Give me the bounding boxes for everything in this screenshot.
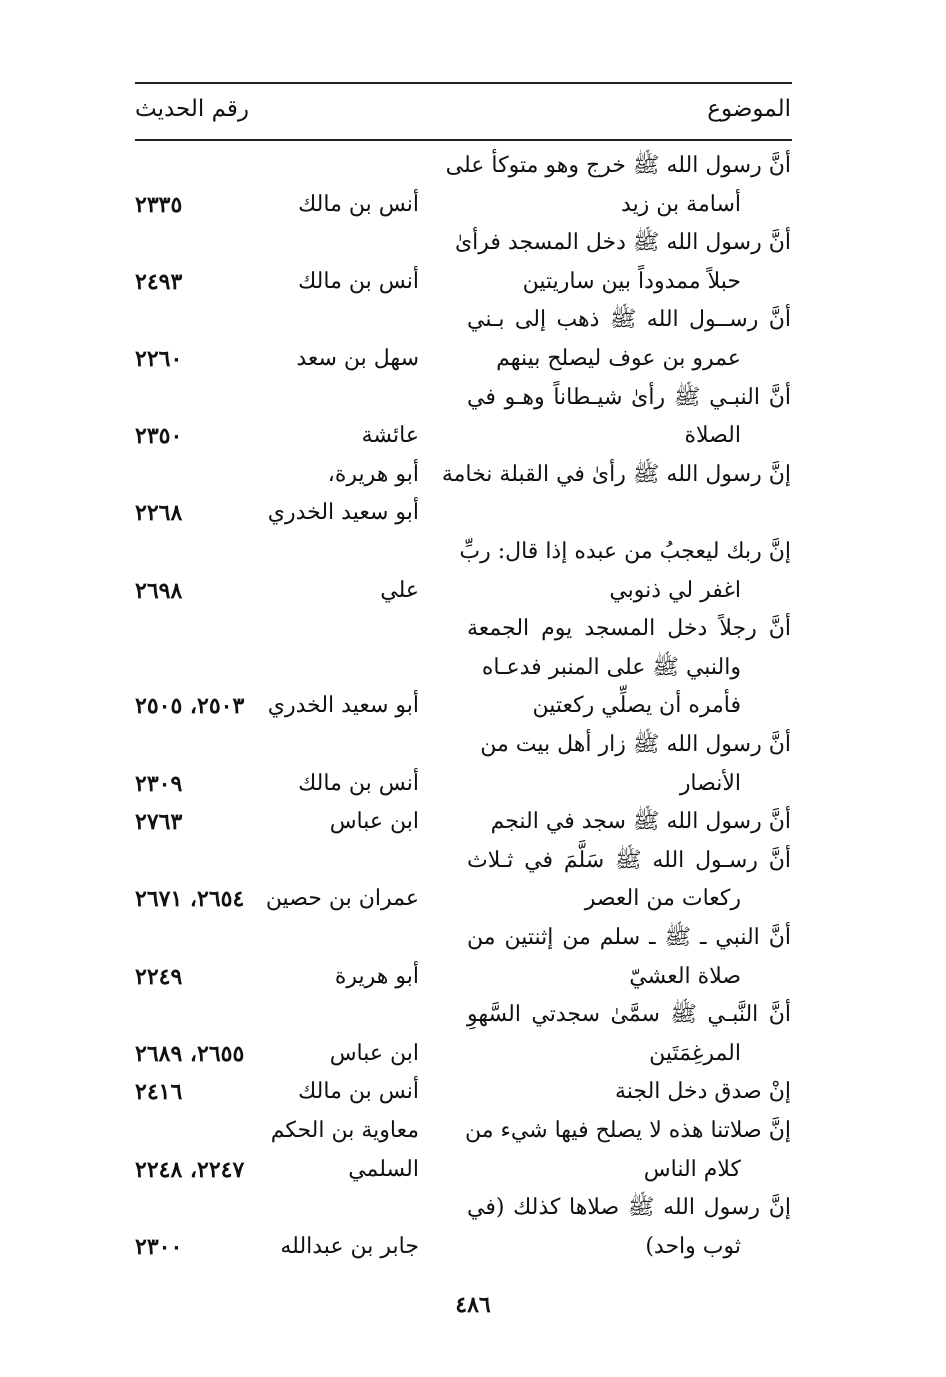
hadith-number: ٢٢٤٧، ٢٢٤٨ xyxy=(135,1157,245,1183)
narrator-name: عمران بن حصين xyxy=(265,886,419,911)
narrator-name: جابر بن عبدالله xyxy=(280,1234,419,1259)
topic-text: حبلاً ممدوداً بين ساريتين xyxy=(522,269,741,294)
table-row xyxy=(0,996,946,1034)
page-number: ٤٨٦ xyxy=(455,1292,491,1318)
table-row xyxy=(0,880,946,918)
topic-text: أنَّ رســول الله ﷺ ذهب إلى بـني xyxy=(467,307,791,332)
hadith-number: ٢٢٤٩ xyxy=(135,964,183,990)
narrator-name: أبو سعيد الخدري xyxy=(267,500,419,525)
table-row xyxy=(0,263,946,301)
table-row xyxy=(0,765,946,803)
table-row xyxy=(0,1035,946,1073)
table-row xyxy=(0,417,946,455)
hadith-number: ٢٣٣٥ xyxy=(135,192,183,218)
table-row xyxy=(0,224,946,262)
narrator-name: ابن عباس xyxy=(329,1041,419,1066)
topic-text: أنَّ رجلاً دخل المسجد يوم الجمعة xyxy=(467,616,791,641)
topic-text: إنْ صدق دخل الجنة xyxy=(614,1079,791,1104)
hadith-number: ٢٦٥٥، ٢٦٨٩ xyxy=(135,1041,245,1067)
topic-text: إنَّ رسول الله ﷺ صلاها كذلك (في xyxy=(467,1195,791,1220)
hadith-number: ٢٢٦٠ xyxy=(135,346,183,372)
table-row xyxy=(0,186,946,224)
hadith-number: ٢٤٩٣ xyxy=(135,269,183,295)
table-row xyxy=(0,919,946,957)
narrator-name: أنس بن مالك xyxy=(298,1079,419,1104)
hadith-number: ٢٣٥٠ xyxy=(135,423,183,449)
topic-text: فأمره أن يصلِّي ركعتين xyxy=(532,693,741,718)
narrator-name: ابن عباس xyxy=(329,809,419,834)
topic-text: أنَّ النبـي ﷺ رأىٰ شيـطاناً وهـو في xyxy=(467,385,791,410)
header-rule xyxy=(135,139,792,141)
hadith-number: ٢٥٠٣، ٢٥٠٥ xyxy=(135,693,245,719)
table-row xyxy=(0,379,946,417)
topic-text: كلام الناس xyxy=(643,1157,741,1182)
table-row xyxy=(0,1189,946,1227)
table-row xyxy=(0,1073,946,1111)
narrator-name: علي xyxy=(380,578,419,603)
hadith-number: ٢٦٥٤، ٢٦٧١ xyxy=(135,886,245,912)
topic-text: إنَّ صلاتنا هذه لا يصلح فيها شيء من xyxy=(464,1118,791,1143)
table-row xyxy=(0,147,946,185)
table-row xyxy=(0,1112,946,1150)
table-row xyxy=(0,726,946,764)
narrator-name: معاوية بن الحكم xyxy=(270,1118,419,1143)
table-row xyxy=(0,301,946,339)
topic-text: أنَّ رسول الله ﷺ خرج وهو متوكأ على xyxy=(445,153,791,178)
top-rule xyxy=(135,82,792,84)
topic-text: أسامة بن زيد xyxy=(621,192,741,217)
topic-text: أنَّ رسول الله ﷺ سجد في النجم xyxy=(490,809,791,834)
hadith-number: ٢٣٠٠ xyxy=(135,1234,183,1260)
table-row xyxy=(0,803,946,841)
topic-column-header: الموضوع xyxy=(707,96,791,122)
topic-text: والنبي ﷺ على المنبر فدعـاه xyxy=(481,655,741,680)
hadith-number: ٢٧٦٣ xyxy=(135,809,183,835)
table-row xyxy=(0,494,946,532)
topic-text: الصلاة xyxy=(684,423,741,448)
topic-text: ثوب واحد) xyxy=(645,1234,741,1259)
table-row xyxy=(0,533,946,571)
topic-text: عمرو بن عوف ليصلح بينهم xyxy=(496,346,741,371)
table-row xyxy=(0,456,946,494)
topic-text: أنَّ النبي ـ ﷺ ـ سلم من إثنتين من xyxy=(467,925,791,950)
narrator-name: أنس بن مالك xyxy=(298,192,419,217)
table-row xyxy=(0,610,946,648)
topic-text: أنَّ رسـول الله ﷺ سَلَّمَ في ثـلاث xyxy=(467,848,791,873)
hadith-number: ٢٣٠٩ xyxy=(135,771,183,797)
narrator-name: سهل بن سعد xyxy=(296,346,419,371)
topic-text: ركعات من العصر xyxy=(584,886,741,911)
narrator-name: أنس بن مالك xyxy=(298,771,419,796)
table-row xyxy=(0,649,946,687)
table-row xyxy=(0,958,946,996)
table-row xyxy=(0,687,946,725)
narrator-name: السلمي xyxy=(348,1157,419,1182)
topic-text: اغفر لي ذنوبي xyxy=(609,578,741,603)
table-row xyxy=(0,842,946,880)
topic-text: إنَّ رسول الله ﷺ رأىٰ في القبلة نخامة xyxy=(441,462,791,487)
narrator-name: أبو هريرة، xyxy=(327,462,419,487)
narrator-name: عائشة xyxy=(361,423,419,448)
topic-text: أنَّ رسول الله ﷺ دخل المسجد فرأىٰ xyxy=(454,230,791,255)
topic-text: صلاة العشيّ xyxy=(629,964,741,989)
topic-text: إنَّ ربك ليعجبُ من عبده إذا قال: ربِّ xyxy=(459,539,791,564)
hadith-number: ٢٤١٦ xyxy=(135,1079,183,1105)
hadith-number: ٢٢٦٨ xyxy=(135,500,183,526)
table-row xyxy=(0,340,946,378)
narrator-name: أبو هريرة xyxy=(334,964,419,989)
table-row xyxy=(0,572,946,610)
topic-text: المرغِمَتَين xyxy=(649,1041,741,1066)
topic-text: أنَّ النَّبـي ﷺ سمَّىٰ سجدتي السَّهوِ xyxy=(467,1002,791,1027)
hadith-number-column-header: رقم الحديث xyxy=(135,96,250,122)
hadith-number: ٢٦٩٨ xyxy=(135,578,183,604)
narrator-name: أبو سعيد الخدري xyxy=(267,693,419,718)
table-row xyxy=(0,1151,946,1189)
topic-text: الأنصار xyxy=(679,771,741,796)
narrator-name: أنس بن مالك xyxy=(298,269,419,294)
table-row xyxy=(0,1228,946,1266)
topic-text: أنَّ رسول الله ﷺ زار أهل بيت من xyxy=(480,732,791,757)
